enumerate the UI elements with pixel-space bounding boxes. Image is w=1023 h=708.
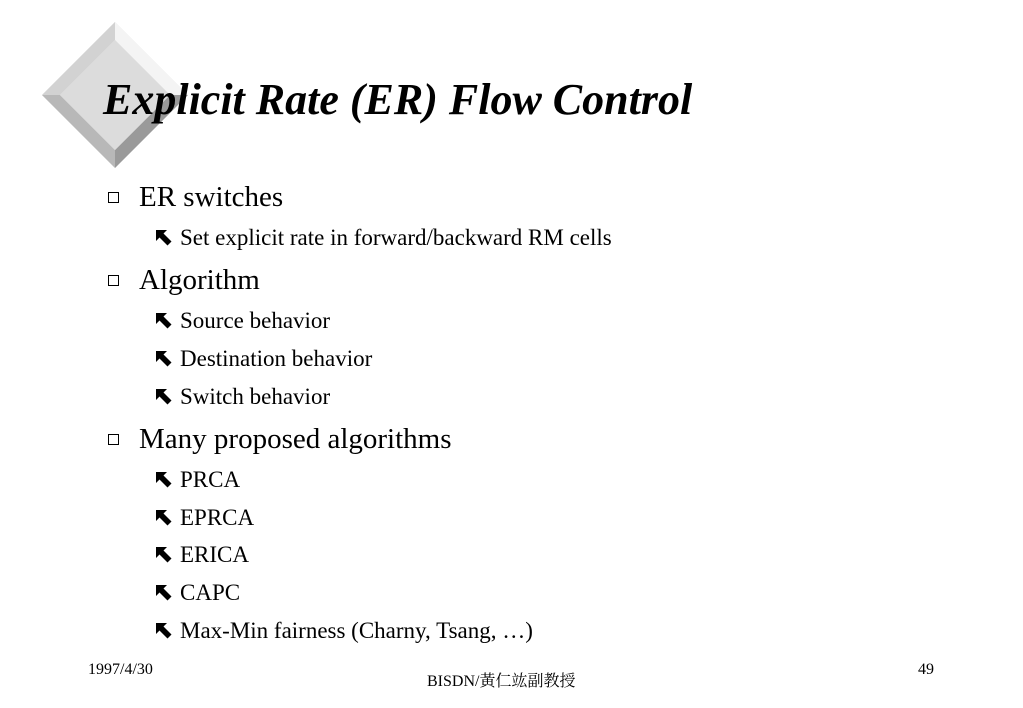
- sub-bullet-item: [154, 344, 372, 374]
- square-bullet-icon: [108, 275, 119, 286]
- up-left-arrow-icon: [154, 228, 174, 248]
- footer-date: 1997/4/30: [88, 661, 153, 678]
- sub-bullet-text: Switch behavior: [180, 384, 331, 409]
- square-bullet-icon: [108, 434, 119, 445]
- sub-bullet-text: Set explicit rate in forward/backward RM cells: [180, 225, 612, 250]
- sub-bullet-item: [154, 223, 612, 253]
- bullet-text: Algorithm: [139, 263, 260, 296]
- sub-bullet-item: [154, 540, 249, 570]
- sub-bullet-item: [154, 465, 240, 495]
- up-left-arrow-icon: [154, 508, 174, 528]
- up-left-arrow-icon: [154, 349, 174, 369]
- sub-bullet-text: PRCA: [180, 467, 241, 492]
- bullet-item: [108, 421, 452, 457]
- up-left-arrow-icon: [154, 311, 174, 331]
- sub-bullet-item: [154, 503, 254, 533]
- up-left-arrow-icon: [154, 387, 174, 407]
- footer-author: BISDN/黃仁竑副教授: [427, 673, 576, 690]
- sub-bullet-text: Destination behavior: [180, 346, 373, 371]
- sub-bullet-item: [154, 306, 330, 336]
- up-left-arrow-icon: [154, 621, 174, 641]
- bullet-text: ER switches: [139, 180, 284, 213]
- bullet-text: Many proposed algorithms: [139, 422, 452, 455]
- sub-bullet-text: Source behavior: [180, 308, 331, 333]
- square-bullet-icon: [108, 192, 119, 203]
- sub-bullet-text: ERICA: [180, 542, 249, 567]
- sub-bullet-item: [154, 616, 533, 646]
- up-left-arrow-icon: [154, 583, 174, 603]
- up-left-arrow-icon: [154, 545, 174, 565]
- up-left-arrow-icon: [154, 470, 174, 490]
- sub-bullet-text: CAPC: [180, 580, 241, 605]
- sub-bullet-text: EPRCA: [180, 505, 255, 530]
- slide-title: Explicit Rate (ER) Flow Control: [103, 75, 693, 124]
- sub-bullet-item: [154, 382, 330, 412]
- bullet-item: [108, 262, 260, 298]
- sub-bullet-item: [154, 578, 240, 608]
- bullet-item: [108, 179, 283, 215]
- page-number: 49: [918, 661, 934, 678]
- sub-bullet-text: Max-Min fairness (Charny, Tsang, …): [180, 618, 533, 643]
